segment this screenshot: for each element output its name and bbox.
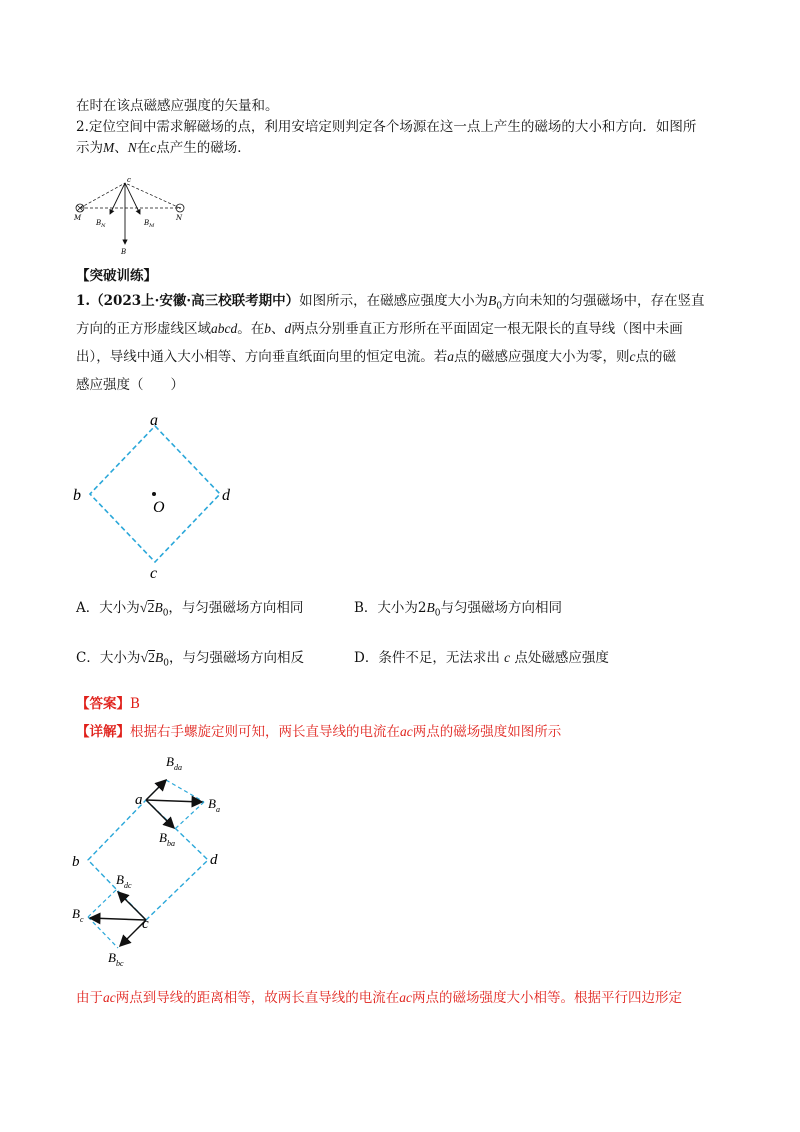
question-1-line-3: 出），导线中通入大小相等、方向垂直纸面向里的恒定电流。若a点的磁感应强度大小为零，则c点的磁 bbox=[76, 349, 676, 365]
figure-square-abcd bbox=[66, 408, 246, 580]
question-1-line-2: 方向的正方形虚线区域abcd。在b、d两点分别垂直正方形所在平面固定一根无限长的直导线（图中未画 bbox=[76, 321, 683, 337]
option-c[interactable]: C．大小为$√2B_0$，与匀强磁场方向相反 bbox=[76, 650, 305, 669]
intro-line-1: 在时在该点磁感应强度的矢量和。 bbox=[76, 98, 279, 114]
fig2-label-b: b bbox=[73, 487, 81, 504]
fig3-label-bba: $B_{ba}$ bbox=[159, 830, 175, 848]
section-title: 【突破训练】 bbox=[76, 268, 157, 284]
detail-line: 【详解】根据右手螺旋定则可知，两长直导线的电流在ac两点的磁场强度如图所示 bbox=[76, 724, 562, 740]
figure-vector-diagram bbox=[66, 752, 246, 974]
fig3-label-ba: $B_a$ bbox=[208, 796, 220, 814]
fig3-label-a: a bbox=[135, 792, 143, 808]
intro-line-3: 示为M、N在c点产生的磁场． bbox=[76, 140, 251, 156]
fig1-label-bm: $B_M$ bbox=[144, 219, 155, 229]
intro-line-2: 2.定位空间中需求解磁场的点，利用安培定则判定各个场源在这一点上产生的磁场的大小和方向．如图所 bbox=[76, 119, 697, 135]
fig3-label-bda: $B_{da}$ bbox=[166, 754, 182, 772]
fig2-label-c: c bbox=[150, 565, 158, 580]
fig2-label-a: a bbox=[150, 412, 158, 429]
figure-mn-field bbox=[70, 168, 190, 256]
fig3-label-d: d bbox=[210, 852, 218, 868]
fig1-label-m: M bbox=[74, 214, 82, 222]
conclusion-line: 由于ac两点到导线的距离相等，故两长直导线的电流在ac两点的磁场强度大小相等。根据平行四边形定 bbox=[76, 990, 682, 1006]
fig3-label-bbc: $B_{bc}$ bbox=[108, 950, 124, 968]
fig1-label-b: B bbox=[121, 248, 127, 256]
option-d[interactable]: D．条件不足，无法求出 c 点处磁感应强度 bbox=[354, 650, 609, 666]
fig2-label-o: O bbox=[153, 499, 165, 516]
fig3-label-c: c bbox=[142, 916, 149, 932]
fig1-label-n: N bbox=[176, 214, 183, 222]
question-1-line-1: 1.（2023上·安徽·高三校联考期中）如图所示，在磁感应强度大小为$B_0$方向未知的匀强磁场中，存在竖直 bbox=[76, 293, 705, 312]
fig3-label-b: b bbox=[72, 854, 80, 870]
answer-line: 【答案】B bbox=[76, 696, 140, 712]
fig3-label-bc: $B_c$ bbox=[72, 906, 84, 924]
option-b[interactable]: B．大小为$2B_0$与匀强磁场方向相同 bbox=[354, 600, 562, 619]
fig3-label-bdc: $B_{dc}$ bbox=[116, 872, 132, 890]
fig1-label-bn: $B_N$ bbox=[96, 219, 106, 229]
fig1-label-c: c bbox=[127, 176, 131, 184]
option-a[interactable]: A．大小为$√2B_0$，与匀强磁场方向相同 bbox=[76, 600, 304, 619]
question-1-line-4: 感应强度（ ） bbox=[76, 377, 184, 393]
fig2-label-d: d bbox=[222, 487, 230, 504]
